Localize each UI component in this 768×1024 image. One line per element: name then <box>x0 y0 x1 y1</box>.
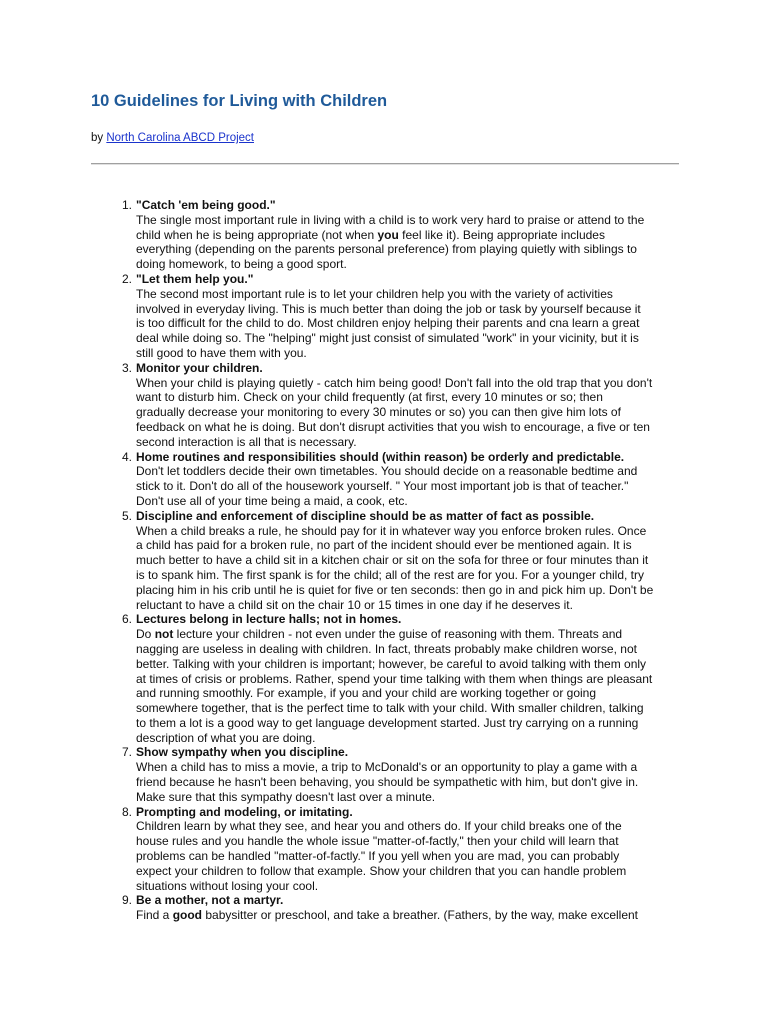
item-body-line: at times of crisis or problems. Rather, spend your time talking with them when things are pleasant <box>136 671 653 686</box>
guidelines-list <box>0 198 768 923</box>
item-number: 9. <box>121 893 132 908</box>
emphasis: not <box>154 627 174 642</box>
item-body-line: much better to have a child sit in a kitchen chair or sit on the sofa for three or four minutes than it <box>136 553 649 568</box>
item-body-line: deal while doing so. The "helping" might just consist of simulated "work" in your vicinity, but it is <box>136 331 639 346</box>
list-item <box>0 612 768 745</box>
byline <box>91 132 254 144</box>
item-number: 3. <box>121 360 132 375</box>
item-body-line: Children learn by what they see, and hear you and others do. If your child breaks one of the <box>136 819 622 834</box>
item-number: 5. <box>121 508 132 523</box>
item-body-line: involved in everyday living. This is much better than doing the job or task by yourself because it <box>136 301 641 316</box>
list-item <box>0 198 768 272</box>
item-number: 6. <box>121 612 132 627</box>
item-body-line: Don't use all of your time being a maid, a cook, etc. <box>136 493 408 508</box>
item-body-line: and running smoothly. For example, if you and your child are working together or going <box>136 686 597 701</box>
item-body-line: everything (depending on the parents personal preference) from playing quietly with siblings to <box>136 242 637 257</box>
item-body-line: The single most important rule in living with a child is to work very hard to praise or attend to the <box>136 212 645 227</box>
item-body-line: feedback on what he is doing. But don't disrupt activities that you wish to encourage, a five or ten <box>136 419 650 434</box>
list-item <box>0 272 768 361</box>
byline-prefix: by <box>91 132 107 144</box>
item-body-line: Make sure that this sympathy doesn't last over a minute. <box>136 789 436 804</box>
item-body-line: better. Talking with your children is important; however, be careful to avoid talking with them only <box>136 656 647 671</box>
item-body-line: nagging are useless in dealing with children. In fact, threats probably make children worse, not <box>136 641 637 656</box>
item-body-line: child when he is being appropriate (not when you feel like it). Being appropriate includes <box>136 227 605 242</box>
item-number: 8. <box>121 804 132 819</box>
item-body-line: is to spank him. The first spank is for the child; all of the rest are for you. For a younger child, try <box>136 567 645 582</box>
item-body-line: somewhere together, that is the perfect time to talk with your child. With smaller children, talking <box>136 701 644 716</box>
item-number: 4. <box>121 449 132 464</box>
item-body-line: The second most important rule is to let your children help you with the variety of activities <box>136 286 613 301</box>
item-body-line: friend because he hasn't been behaving, you should be sympathetic with him, but don't give in. <box>136 775 639 790</box>
item-body-line: Don't let toddlers decide their own timetables. You should decide on a reasonable bedtime and <box>136 464 638 479</box>
item-body-line: stick to it. Don't do all of the housework yourself. " Your most important job is that of teacher." <box>136 479 629 494</box>
page-title: 10 Guidelines for Living with Children <box>91 92 388 110</box>
item-heading: Show sympathy when you discipline. <box>136 745 349 760</box>
list-item <box>0 745 768 804</box>
item-heading: Be a mother, not a martyr. <box>136 893 284 908</box>
item-body-line: reluctant to have a child sit on the chair 10 or 15 times in one day if he deserves it. <box>136 597 573 612</box>
item-body-line: want to disturb him. Check on your child frequently (at first, every 10 minutes or so; then <box>136 390 603 405</box>
emphasis: you <box>377 227 399 242</box>
item-heading: "Catch 'em being good." <box>136 198 276 212</box>
author-link[interactable]: North Carolina ABCD Project <box>106 132 254 144</box>
item-heading: Monitor your children. <box>136 360 263 375</box>
item-body-line: is too difficult for the child to do. Most children enjoy helping their parents and cna learn a great <box>136 316 640 331</box>
list-item <box>0 361 768 450</box>
item-body-line: gradually decrease your monitoring to every 30 minutes or so) you can then give him lots of <box>136 405 621 420</box>
item-body-line: still good to have them with you. <box>136 345 307 360</box>
item-body-line: second interaction is all that is necessary. <box>136 434 357 449</box>
item-body-line: situations without losing your cool. <box>136 878 319 893</box>
list-item <box>0 805 768 894</box>
item-body-line: a child has paid for a broken rule, no part of the incident should ever be mentioned again. It is <box>136 538 632 553</box>
emphasis: good <box>172 908 203 923</box>
item-heading: Discipline and enforcement of discipline should be as matter of fact as possible. <box>136 508 595 523</box>
item-body-line: Do not lecture your children - not even under the guise of reasoning with them. Threats and <box>136 627 623 642</box>
item-body-line: When your child is playing quietly - catch him being good! Don't fall into the old trap that you don't <box>136 375 653 390</box>
item-number: 2. <box>121 271 132 286</box>
item-heading: "Let them help you." <box>136 271 254 286</box>
item-body-line: expect your children to follow that example. Show your children that you can handle problem <box>136 863 627 878</box>
list-item <box>0 509 768 613</box>
item-body-line: When a child breaks a rule, he should pay for it in whatever way you enforce broken rules. Once <box>136 523 647 538</box>
item-number: 7. <box>121 745 132 760</box>
item-heading: Lectures belong in lecture halls; not in homes. <box>136 612 402 627</box>
horizontal-divider <box>91 163 679 165</box>
item-body-line: When a child has to miss a movie, a trip to McDonald's or an opportunity to play a game with a <box>136 760 638 775</box>
item-number: 1. <box>121 198 132 212</box>
item-heading: Home routines and responsibilities should (within reason) be orderly and predictable. <box>136 449 625 464</box>
item-body-line: house rules and you handle the whole issue "matter-of-factly," then your child will learn that <box>136 834 619 849</box>
item-body-line: problems can be handled "matter-of-factly." If you yell when you are mad, you can probably <box>136 849 620 864</box>
item-body-line: placing him in his crib until he is quiet for five or ten seconds: then go in and pick him up. Don't be <box>136 582 654 597</box>
item-heading: Prompting and modeling, or imitating. <box>136 804 353 819</box>
item-body-line: description of what you are doing. <box>136 730 316 745</box>
list-item <box>0 893 768 923</box>
list-item <box>0 450 768 509</box>
item-body-line: to them a lot is a good way to get language development started. Just try carrying on a running <box>136 715 639 730</box>
item-body-line: doing homework, to being a good sport. <box>136 257 347 272</box>
item-body-line: Find a good babysitter or preschool, and take a breather. (Fathers, by the way, make excellent <box>136 908 639 923</box>
